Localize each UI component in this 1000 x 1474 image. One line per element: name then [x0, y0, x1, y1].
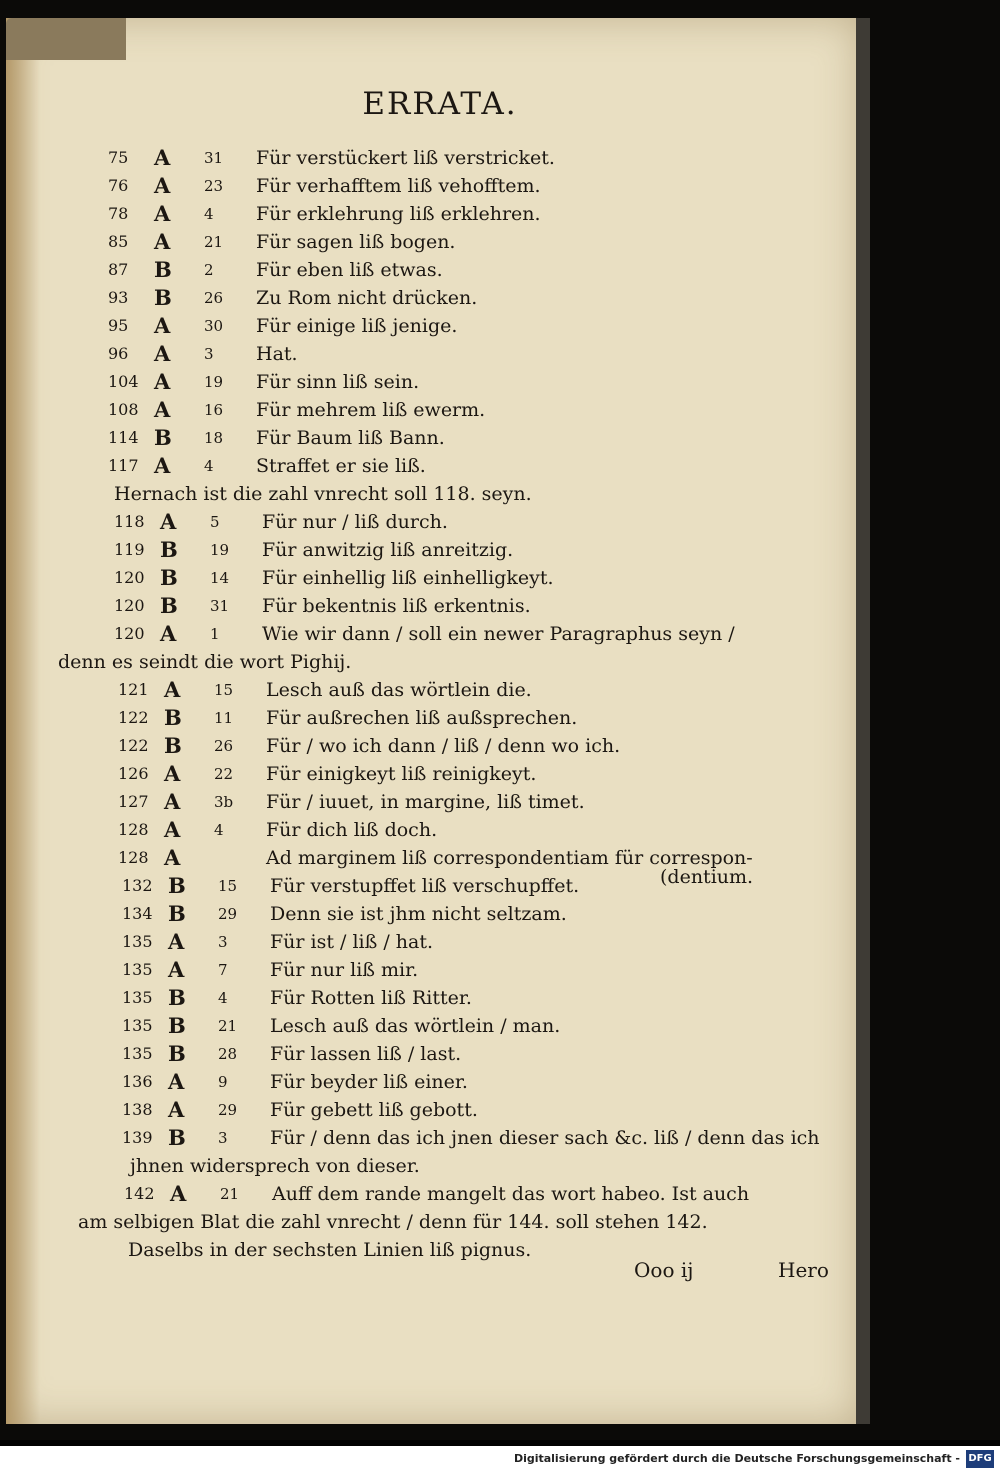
- errata-note: Hernach ist die zahl vnrecht soll 118. seyn.: [114, 483, 532, 505]
- entry-correction: Zu Rom nicht drücken.: [256, 287, 478, 309]
- entry-column: A: [154, 173, 171, 198]
- entry-page: 138: [122, 1100, 153, 1119]
- errata-entry: [108, 284, 808, 312]
- entry-column: A: [154, 229, 171, 254]
- entry-page: 93: [108, 288, 129, 307]
- entry-line: 29: [218, 905, 238, 923]
- errata-entry: [118, 760, 818, 788]
- errata-entry: [114, 536, 814, 564]
- entry-page: 127: [118, 792, 149, 811]
- errata-entry: [122, 1012, 822, 1040]
- signature-mark: Ooo ij: [634, 1258, 694, 1282]
- entry-correction: Für verstupffet liß verschupffet.: [270, 875, 580, 897]
- errata-entry: [114, 592, 814, 620]
- entry-column: A: [168, 1097, 185, 1122]
- entry-line: 28: [218, 1045, 238, 1063]
- entry-line: 3b: [214, 793, 234, 811]
- entry-page: 104: [108, 372, 139, 391]
- entry-line: 31: [204, 149, 224, 167]
- entry-line: 15: [218, 877, 238, 895]
- entry-page: 75: [108, 148, 129, 167]
- errata-continuation: Daselbs in der sechsten Linien liß pignus.: [128, 1239, 532, 1261]
- errata-entry: [108, 144, 808, 172]
- entry-correction: Ad marginem liß correspondentiam für correspon-: [266, 847, 753, 869]
- entry-line: 21: [220, 1185, 240, 1203]
- entry-line: 18: [204, 429, 224, 447]
- entry-line: 15: [214, 681, 234, 699]
- page-title: ERRATA.: [362, 86, 518, 122]
- entry-column: B: [168, 873, 186, 898]
- entry-correction: Für ist / liß / hat.: [270, 931, 434, 953]
- entry-page: 95: [108, 316, 129, 335]
- entry-column: B: [164, 733, 182, 758]
- errata-entry: [118, 732, 818, 760]
- entry-column: B: [154, 285, 172, 310]
- errata-entry: [108, 368, 808, 396]
- entry-column: A: [154, 341, 171, 366]
- entry-correction: Für nur liß mir.: [270, 959, 419, 981]
- errata-entry: [122, 1068, 822, 1096]
- entry-column: B: [168, 1013, 186, 1038]
- entry-line: 16: [204, 401, 224, 419]
- entry-line: 26: [214, 737, 234, 755]
- entry-page: 78: [108, 204, 129, 223]
- entry-column: B: [168, 1125, 186, 1150]
- entry-correction: Für einhellig liß einhelligkeyt.: [262, 567, 554, 589]
- entry-correction: Für verstückert liß verstricket.: [256, 147, 555, 169]
- entry-column: B: [154, 425, 172, 450]
- entry-line: 4: [204, 457, 214, 475]
- errata-entry: [118, 788, 818, 816]
- entry-line: 2: [204, 261, 214, 279]
- entry-correction: Für beyder liß einer.: [270, 1071, 468, 1093]
- entry-column: B: [168, 985, 186, 1010]
- errata-entry: [108, 312, 808, 340]
- entry-line: 9: [218, 1073, 228, 1091]
- entry-column: A: [154, 369, 171, 394]
- entry-column: A: [164, 761, 181, 786]
- entry-correction: Für erklehrung liß erklehren.: [256, 203, 541, 225]
- entry-page: 119: [114, 540, 145, 559]
- entry-page: 142: [124, 1184, 155, 1203]
- entry-column: B: [160, 565, 178, 590]
- errata-entry: [114, 564, 814, 592]
- entry-correction: Für nur / liß durch.: [262, 511, 448, 533]
- entry-line: 4: [214, 821, 224, 839]
- entry-line: 5: [210, 513, 220, 531]
- errata-entry: [118, 816, 818, 844]
- entry-column: A: [164, 845, 181, 870]
- entry-column: A: [164, 677, 181, 702]
- entry-column: A: [164, 817, 181, 842]
- catchword: Hero: [778, 1258, 829, 1282]
- entry-column: B: [168, 1041, 186, 1066]
- errata-continuation: (dentium.: [660, 866, 754, 888]
- errata-continuation: jhnen widersprech von dieser.: [130, 1155, 420, 1177]
- entry-page: 135: [122, 960, 153, 979]
- errata-entry: [108, 452, 808, 480]
- entry-correction: Für einige liß jenige.: [256, 315, 458, 337]
- entry-correction: Für gebett liß gebott.: [270, 1099, 478, 1121]
- entry-column: A: [168, 1069, 185, 1094]
- entry-line: 19: [204, 373, 224, 391]
- page-left-edge: [6, 18, 40, 1424]
- entry-column: A: [154, 397, 171, 422]
- entry-correction: Für / iuuet, in margine, liß timet.: [266, 791, 585, 813]
- errata-entry: [122, 1124, 842, 1152]
- entry-correction: Hat.: [256, 343, 298, 365]
- errata-entry: [108, 256, 808, 284]
- entry-column: B: [160, 593, 178, 618]
- entry-line: 3: [218, 1129, 228, 1147]
- errata-entry: [108, 200, 808, 228]
- entry-correction: Für außrechen liß außsprechen.: [266, 707, 578, 729]
- entry-column: A: [164, 789, 181, 814]
- entry-page: 135: [122, 932, 153, 951]
- entry-correction: Für lassen liß / last.: [270, 1043, 462, 1065]
- entry-correction: Auff dem rande mangelt das wort habeo. Ist auch: [272, 1183, 750, 1205]
- entry-line: 3: [218, 933, 228, 951]
- errata-entry: [108, 424, 808, 452]
- entry-line: 3: [204, 345, 214, 363]
- entry-line: 30: [204, 317, 224, 335]
- page-corner-shadow: [6, 18, 126, 60]
- errata-entry: [108, 228, 808, 256]
- errata-entry: [108, 172, 808, 200]
- errata-entry: [114, 508, 814, 536]
- entry-column: A: [168, 929, 185, 954]
- entry-page: 134: [122, 904, 153, 923]
- errata-entry: [108, 340, 808, 368]
- entry-line: 7: [218, 961, 228, 979]
- entry-page: 85: [108, 232, 129, 251]
- entry-correction: Für eben liß etwas.: [256, 259, 443, 281]
- entry-page: 120: [114, 568, 145, 587]
- entry-column: A: [168, 957, 185, 982]
- entry-line: 26: [204, 289, 224, 307]
- entry-correction: Für bekentnis liß erkentnis.: [262, 595, 531, 617]
- entry-column: A: [154, 201, 171, 226]
- errata-entry: [118, 676, 818, 704]
- entry-correction: Für verhafftem liß vehofftem.: [256, 175, 541, 197]
- entry-line: 11: [214, 709, 234, 727]
- errata-entry: [122, 900, 822, 928]
- entry-page: 76: [108, 176, 129, 195]
- errata-entry: [122, 1040, 822, 1068]
- entry-page: 139: [122, 1128, 153, 1147]
- entry-column: B: [154, 257, 172, 282]
- entry-correction: Für einigkeyt liß reinigkeyt.: [266, 763, 537, 785]
- entry-column: A: [154, 313, 171, 338]
- entry-column: A: [160, 621, 177, 646]
- entry-page: 126: [118, 764, 149, 783]
- entry-page: 132: [122, 876, 153, 895]
- entry-line: 23: [204, 177, 224, 195]
- entry-line: 21: [218, 1017, 238, 1035]
- errata-entry: [122, 1096, 822, 1124]
- entry-line: 31: [210, 597, 230, 615]
- entry-line: 29: [218, 1101, 238, 1119]
- entry-line: 4: [218, 989, 228, 1007]
- entry-page: 136: [122, 1072, 153, 1091]
- entry-page: 96: [108, 344, 129, 363]
- entry-page: 121: [118, 680, 149, 699]
- entry-column: A: [154, 145, 171, 170]
- entry-correction: Denn sie ist jhm nicht seltzam.: [270, 903, 567, 925]
- entry-correction: Für sagen liß bogen.: [256, 231, 456, 253]
- errata-entry: [122, 956, 822, 984]
- entry-line: 14: [210, 569, 230, 587]
- errata-entry: [108, 396, 808, 424]
- entry-column: A: [160, 509, 177, 534]
- entry-column: B: [164, 705, 182, 730]
- entry-correction: Straffet er sie liß.: [256, 455, 426, 477]
- entry-correction: Für / denn das ich jnen dieser sach &c. liß / denn das ich: [270, 1127, 820, 1149]
- entry-page: 122: [118, 736, 149, 755]
- entry-correction: Für Rotten liß Ritter.: [270, 987, 472, 1009]
- footer-credit: Digitalisierung gefördert durch die Deutsche Forschungsgemeinschaft -: [513, 1452, 960, 1465]
- page-right-edge: [856, 18, 870, 1424]
- entry-column: A: [170, 1181, 187, 1206]
- entry-page: 135: [122, 1016, 153, 1035]
- errata-entry: [114, 620, 844, 648]
- entry-page: 118: [114, 512, 145, 531]
- entry-line: 22: [214, 765, 234, 783]
- entry-page: 108: [108, 400, 139, 419]
- entry-page: 87: [108, 260, 129, 279]
- entry-correction: Für dich liß doch.: [266, 819, 438, 841]
- entry-column: B: [160, 537, 178, 562]
- dfg-logo-icon: DFG: [966, 1450, 994, 1468]
- entry-correction: Für Baum liß Bann.: [256, 427, 445, 449]
- entry-page: 120: [114, 624, 145, 643]
- entry-page: 135: [122, 1044, 153, 1063]
- entry-page: 135: [122, 988, 153, 1007]
- errata-continuation: denn es seindt die wort Pighij.: [58, 651, 352, 673]
- errata-entry: [124, 1180, 844, 1208]
- errata-entry: [118, 704, 818, 732]
- entry-line: 1: [210, 625, 220, 643]
- entry-page: 120: [114, 596, 145, 615]
- entry-line: 21: [204, 233, 224, 251]
- errata-entry: [122, 984, 822, 1012]
- entry-page: 128: [118, 820, 149, 839]
- entry-correction: Für sinn liß sein.: [256, 371, 420, 393]
- entry-correction: Lesch auß das wörtlein die.: [266, 679, 532, 701]
- entry-page: 114: [108, 428, 139, 447]
- entry-column: A: [154, 453, 171, 478]
- entry-correction: Für anwitzig liß anreitzig.: [262, 539, 514, 561]
- entry-page: 128: [118, 848, 149, 867]
- errata-continuation: am selbigen Blat die zahl vnrecht / denn für 144. soll stehen 142.: [78, 1211, 708, 1233]
- entry-page: 117: [108, 456, 139, 475]
- entry-correction: Lesch auß das wörtlein / man.: [270, 1015, 561, 1037]
- errata-entry: [122, 872, 642, 900]
- entry-column: B: [168, 901, 186, 926]
- entry-correction: Für mehrem liß ewerm.: [256, 399, 486, 421]
- entry-page: 122: [118, 708, 149, 727]
- entry-line: 4: [204, 205, 214, 223]
- errata-entry: [122, 928, 822, 956]
- entry-correction: Wie wir dann / soll ein newer Paragraphus seyn /: [262, 623, 735, 645]
- entry-line: 19: [210, 541, 230, 559]
- entry-correction: Für / wo ich dann / liß / denn wo ich.: [266, 735, 621, 757]
